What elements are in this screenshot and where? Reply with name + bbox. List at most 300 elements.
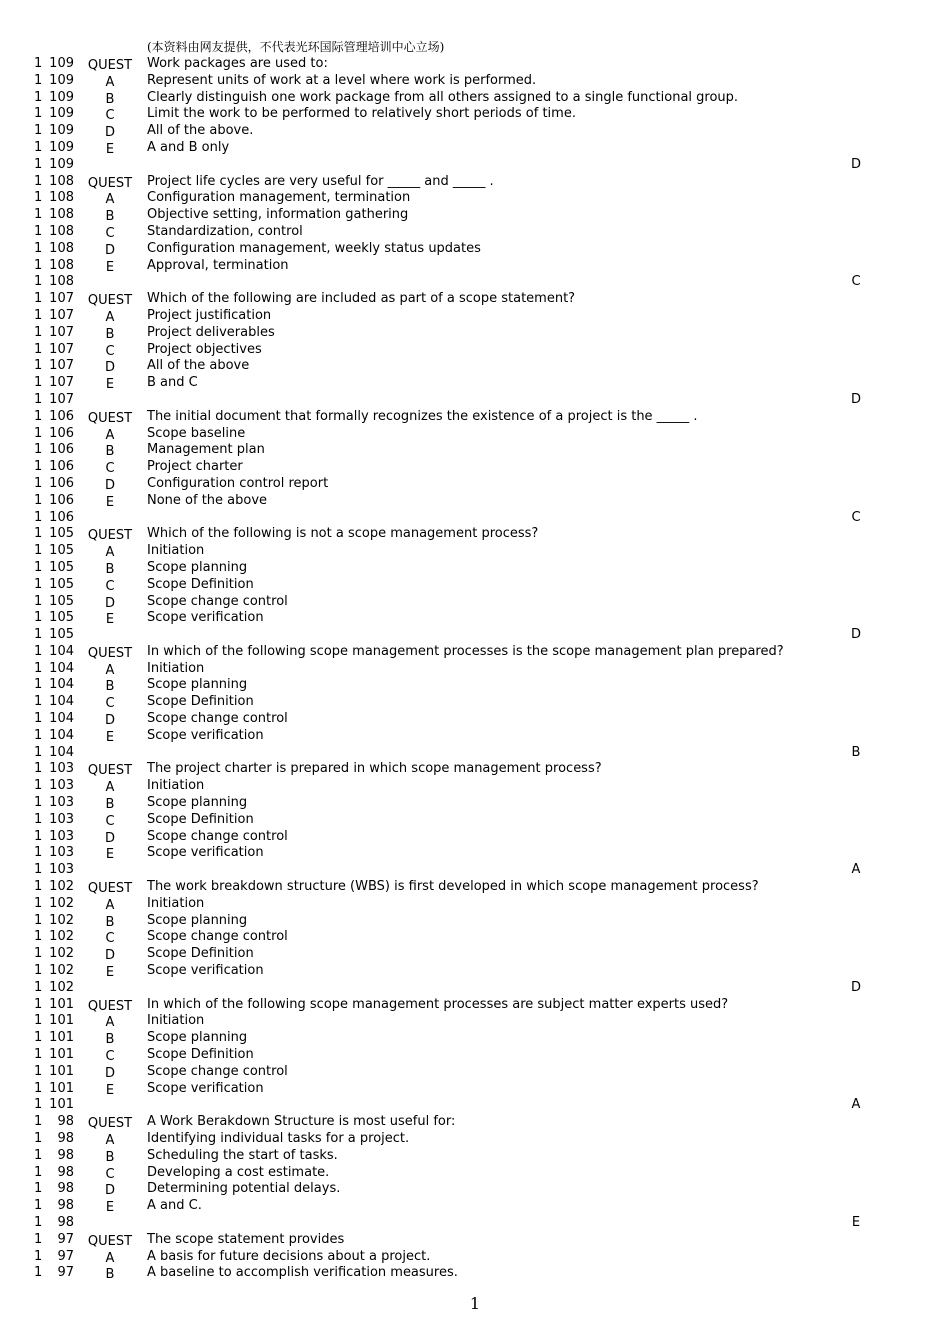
row-answer: A	[851, 862, 861, 878]
row-label: C	[105, 578, 115, 594]
row-chapter: 1	[34, 223, 43, 239]
row-label: D	[104, 595, 115, 611]
table-row	[0, 1249, 950, 1266]
row-text: Scope verification	[147, 845, 264, 861]
row-chapter: 1	[34, 408, 43, 424]
row-chapter: 1	[34, 492, 43, 508]
row-question-number: 109	[49, 72, 74, 88]
row-text: Scope verification	[147, 1080, 264, 1096]
row-text: Objective setting, information gathering	[147, 207, 409, 223]
row-question-number: 101	[49, 1030, 74, 1046]
row-text: Scope Definition	[147, 811, 254, 827]
row-text: All of the above.	[147, 123, 254, 139]
table-row	[0, 661, 950, 678]
row-chapter: 1	[34, 1248, 43, 1264]
row-answer: C	[851, 509, 861, 525]
row-chapter: 1	[34, 643, 43, 659]
row-label: QUEST	[87, 1116, 133, 1132]
row-question-number: 98	[57, 1198, 74, 1214]
row-text: Initiation	[147, 1013, 205, 1029]
row-label: E	[105, 612, 115, 628]
table-row	[0, 745, 950, 762]
row-chapter: 1	[34, 89, 43, 105]
table-row	[0, 375, 950, 392]
table-row	[0, 56, 950, 73]
row-label: A	[105, 427, 115, 443]
row-label: E	[105, 494, 115, 510]
row-chapter: 1	[34, 895, 43, 911]
row-question-number: 109	[49, 139, 74, 155]
table-row	[0, 207, 950, 224]
row-question-number: 98	[57, 1214, 74, 1230]
row-label: C	[105, 108, 115, 124]
row-chapter: 1	[34, 727, 43, 743]
table-row	[0, 812, 950, 829]
row-chapter: 1	[34, 526, 43, 542]
row-label: C	[105, 1166, 115, 1182]
table-row	[0, 1013, 950, 1030]
row-question-number: 103	[49, 845, 74, 861]
row-label: B	[105, 91, 115, 107]
table-row	[0, 241, 950, 258]
table-row	[0, 694, 950, 711]
row-chapter: 1	[34, 795, 43, 811]
row-chapter: 1	[34, 156, 43, 172]
table-row	[0, 1215, 950, 1232]
row-answer: D	[850, 627, 861, 643]
row-text: Scope change control	[147, 929, 288, 945]
row-question-number: 102	[49, 912, 74, 928]
row-question-number: 101	[49, 1080, 74, 1096]
row-question-number: 97	[57, 1248, 74, 1264]
row-chapter: 1	[34, 190, 43, 206]
row-text: Scope Definition	[147, 1047, 254, 1063]
row-chapter: 1	[34, 173, 43, 189]
row-text: Work packages are used to:	[147, 56, 328, 71]
row-question-number: 107	[49, 341, 74, 357]
row-label: QUEST	[87, 881, 133, 897]
row-question-number: 106	[49, 492, 74, 508]
row-label: A	[105, 897, 115, 913]
row-text: A and B only	[147, 139, 230, 155]
row-question-number: 102	[49, 963, 74, 979]
row-question-number: 102	[49, 895, 74, 911]
row-label: C	[105, 225, 115, 241]
row-question-number: 106	[49, 475, 74, 491]
row-text: Limit the work to be performed to relatively short periods of time.	[147, 106, 576, 122]
row-label: C	[105, 1049, 115, 1065]
row-text: None of the above	[147, 492, 268, 508]
row-label: A	[105, 192, 115, 208]
table-row	[0, 610, 950, 627]
row-chapter: 1	[34, 929, 43, 945]
row-text: The project charter is prepared in which scope management process?	[147, 761, 602, 777]
row-chapter: 1	[34, 1164, 43, 1180]
row-text: Configuration control report	[147, 475, 329, 491]
row-label: C	[105, 343, 115, 359]
row-question-number: 107	[49, 291, 74, 307]
row-label: QUEST	[87, 763, 133, 779]
row-question-number: 109	[49, 156, 74, 172]
row-label: C	[105, 931, 115, 947]
row-chapter: 1	[34, 828, 43, 844]
row-label: D	[104, 713, 115, 729]
row-question-number: 107	[49, 391, 74, 407]
row-question-number: 102	[49, 979, 74, 995]
row-question-number: 102	[49, 879, 74, 895]
row-question-number: 105	[49, 559, 74, 575]
row-chapter: 1	[34, 139, 43, 155]
row-label: E	[105, 729, 115, 745]
row-text: Scope change control	[147, 828, 288, 844]
row-question-number: 109	[49, 106, 74, 122]
table-row	[0, 627, 950, 644]
row-question-number: 104	[49, 711, 74, 727]
row-chapter: 1	[34, 56, 43, 71]
row-chapter: 1	[34, 324, 43, 340]
row-label: A	[105, 545, 115, 561]
table-row	[0, 644, 950, 661]
row-chapter: 1	[34, 761, 43, 777]
row-question-number: 103	[49, 811, 74, 827]
row-label: QUEST	[87, 410, 133, 426]
table-row	[0, 510, 950, 527]
table-row	[0, 325, 950, 342]
row-chapter: 1	[34, 341, 43, 357]
row-question-number: 105	[49, 610, 74, 626]
page-number: 1	[469, 1294, 481, 1313]
row-chapter: 1	[34, 509, 43, 525]
table-row	[0, 1081, 950, 1098]
row-text: Initiation	[147, 543, 205, 559]
row-chapter: 1	[34, 1181, 43, 1197]
table-row	[0, 73, 950, 90]
row-label: B	[105, 209, 115, 225]
row-question-number: 103	[49, 795, 74, 811]
row-label: A	[105, 662, 115, 678]
row-chapter: 1	[34, 257, 43, 273]
row-label: B	[105, 1149, 115, 1165]
table-row	[0, 963, 950, 980]
table-row	[0, 711, 950, 728]
row-text: Which of the following is not a scope management process?	[147, 526, 539, 542]
row-text: Initiation	[147, 778, 205, 794]
row-question-number: 101	[49, 1097, 74, 1113]
row-chapter: 1	[34, 1030, 43, 1046]
table-row	[0, 1165, 950, 1182]
row-question-number: 107	[49, 358, 74, 374]
row-answer: E	[851, 1214, 861, 1230]
row-text: Scope planning	[147, 559, 248, 575]
row-label: D	[104, 1065, 115, 1081]
row-chapter: 1	[34, 72, 43, 88]
table-row	[0, 845, 950, 862]
row-text: Identifying individual tasks for a project.	[147, 1131, 410, 1146]
row-chapter: 1	[34, 862, 43, 878]
table-row	[0, 358, 950, 375]
row-label: QUEST	[87, 528, 133, 544]
row-question-number: 105	[49, 593, 74, 609]
row-text: Clearly distinguish one work package from all others assigned to a single functional group.	[147, 89, 739, 105]
row-chapter: 1	[34, 291, 43, 307]
row-question-number: 108	[49, 257, 74, 273]
row-chapter: 1	[34, 946, 43, 962]
row-chapter: 1	[34, 1131, 43, 1146]
row-question-number: 106	[49, 425, 74, 441]
row-text: Configuration management, termination	[147, 190, 411, 206]
table-row	[0, 90, 950, 107]
row-text: Project objectives	[147, 341, 262, 357]
row-text: Represent units of work at a level where work is performed.	[147, 72, 537, 88]
table-row	[0, 929, 950, 946]
row-question-number: 102	[49, 946, 74, 962]
row-text: Configuration management, weekly status updates	[147, 240, 481, 256]
row-label: A	[105, 309, 115, 325]
row-chapter: 1	[34, 576, 43, 592]
row-chapter: 1	[34, 123, 43, 139]
row-label: E	[105, 1200, 115, 1216]
row-chapter: 1	[34, 593, 43, 609]
row-text: A Work Berakdown Structure is most useful for:	[147, 1114, 456, 1130]
row-label: QUEST	[87, 1233, 133, 1249]
row-label: B	[105, 561, 115, 577]
table-row	[0, 426, 950, 443]
row-text: Project charter	[147, 459, 243, 475]
row-text: Scope verification	[147, 727, 264, 743]
table-row	[0, 1131, 950, 1148]
table-row	[0, 174, 950, 191]
row-chapter: 1	[34, 358, 43, 374]
row-chapter: 1	[34, 559, 43, 575]
row-text: Scope Definition	[147, 694, 254, 710]
row-question-number: 108	[49, 190, 74, 206]
row-label: B	[105, 797, 115, 813]
row-chapter: 1	[34, 811, 43, 827]
row-text: Which of the following are included as part of a scope statement?	[147, 291, 576, 307]
row-label: E	[105, 141, 115, 157]
row-question-number: 103	[49, 862, 74, 878]
row-chapter: 1	[34, 543, 43, 559]
question-table	[0, 56, 950, 1282]
row-label: A	[105, 1133, 115, 1148]
table-row	[0, 224, 950, 241]
row-chapter: 1	[34, 1114, 43, 1130]
row-question-number: 105	[49, 526, 74, 542]
row-question-number: 98	[57, 1164, 74, 1180]
row-question-number: 98	[57, 1114, 74, 1130]
row-question-number: 107	[49, 375, 74, 391]
row-label: A	[105, 74, 115, 90]
row-question-number: 109	[49, 123, 74, 139]
table-row	[0, 1030, 950, 1047]
row-label: B	[105, 326, 115, 342]
row-chapter: 1	[34, 963, 43, 979]
row-text: All of the above	[147, 358, 250, 374]
row-label: QUEST	[87, 293, 133, 309]
row-text: Approval, termination	[147, 257, 289, 273]
row-text: Project deliverables	[147, 324, 275, 340]
row-question-number: 103	[49, 828, 74, 844]
row-label: D	[104, 948, 115, 964]
table-row	[0, 677, 950, 694]
row-label: D	[104, 360, 115, 376]
row-question-number: 106	[49, 442, 74, 458]
row-answer: A	[851, 1097, 861, 1113]
table-row	[0, 342, 950, 359]
table-row	[0, 1114, 950, 1131]
table-row	[0, 392, 950, 409]
row-text: Scope verification	[147, 610, 264, 626]
table-row	[0, 761, 950, 778]
row-text: In which of the following scope management processes are subject matter experts used?	[147, 996, 729, 1012]
row-text: A and C.	[147, 1198, 202, 1214]
row-text: Scope Definition	[147, 576, 254, 592]
row-question-number: 109	[49, 56, 74, 71]
row-label: B	[105, 1032, 115, 1048]
row-label: D	[104, 125, 115, 141]
table-row	[0, 728, 950, 745]
row-label: A	[105, 1250, 115, 1266]
row-chapter: 1	[34, 744, 43, 760]
row-label: C	[105, 696, 115, 712]
table-row	[0, 1198, 950, 1215]
row-chapter: 1	[34, 677, 43, 693]
row-chapter: 1	[34, 475, 43, 491]
table-row	[0, 594, 950, 611]
row-question-number: 108	[49, 274, 74, 290]
row-text: A baseline to accomplish verification measures.	[147, 1265, 458, 1281]
row-chapter: 1	[34, 1047, 43, 1063]
row-text: Project life cycles are very useful for _____ and _____ .	[147, 173, 494, 189]
table-row	[0, 1097, 950, 1114]
row-label: B	[105, 1267, 115, 1283]
row-chapter: 1	[34, 1214, 43, 1230]
table-row	[0, 123, 950, 140]
table-row	[0, 459, 950, 476]
row-chapter: 1	[34, 912, 43, 928]
row-question-number: 104	[49, 694, 74, 710]
row-question-number: 105	[49, 627, 74, 643]
row-question-number: 102	[49, 929, 74, 945]
table-row	[0, 442, 950, 459]
row-label: B	[105, 914, 115, 930]
row-question-number: 107	[49, 324, 74, 340]
row-chapter: 1	[34, 711, 43, 727]
row-chapter: 1	[34, 375, 43, 391]
row-chapter: 1	[34, 1063, 43, 1079]
table-row	[0, 526, 950, 543]
row-text: Scope planning	[147, 912, 248, 928]
row-label: B	[105, 444, 115, 460]
table-row	[0, 1047, 950, 1064]
row-label: E	[105, 847, 115, 863]
row-question-number: 101	[49, 1047, 74, 1063]
table-row	[0, 1232, 950, 1249]
row-chapter: 1	[34, 845, 43, 861]
row-answer: D	[850, 391, 861, 407]
row-text: Scope change control	[147, 711, 288, 727]
row-question-number: 105	[49, 576, 74, 592]
table-row	[0, 409, 950, 426]
table-row	[0, 560, 950, 577]
row-text: Scope baseline	[147, 425, 246, 441]
row-chapter: 1	[34, 610, 43, 626]
row-text: Scope change control	[147, 593, 288, 609]
row-label: D	[104, 242, 115, 258]
row-chapter: 1	[34, 1265, 43, 1281]
row-question-number: 103	[49, 761, 74, 777]
row-question-number: 103	[49, 778, 74, 794]
row-label: A	[105, 780, 115, 796]
row-chapter: 1	[34, 207, 43, 223]
row-text: The scope statement provides	[147, 1231, 345, 1247]
row-question-number: 104	[49, 677, 74, 693]
row-text: Initiation	[147, 895, 205, 911]
row-label: E	[105, 259, 115, 275]
row-question-number: 104	[49, 643, 74, 659]
row-question-number: 108	[49, 223, 74, 239]
table-row	[0, 493, 950, 510]
row-question-number: 101	[49, 996, 74, 1012]
row-question-number: 97	[57, 1231, 74, 1247]
row-answer: D	[850, 156, 861, 172]
row-chapter: 1	[34, 274, 43, 290]
row-text: Scope change control	[147, 1063, 288, 1079]
row-label: A	[105, 1015, 115, 1031]
table-row	[0, 896, 950, 913]
table-row	[0, 476, 950, 493]
table-row	[0, 577, 950, 594]
row-text: A basis for future decisions about a project.	[147, 1248, 431, 1264]
row-text: Project justification	[147, 307, 272, 323]
row-chapter: 1	[34, 1013, 43, 1029]
row-text: The work breakdown structure (WBS) is first developed in which scope management process?	[147, 879, 759, 895]
table-row	[0, 543, 950, 560]
row-chapter: 1	[34, 307, 43, 323]
row-text: Standardization, control	[147, 223, 303, 239]
row-text: Scope Definition	[147, 946, 254, 962]
row-text: Management plan	[147, 442, 265, 458]
row-chapter: 1	[34, 1198, 43, 1214]
row-question-number: 108	[49, 240, 74, 256]
table-row	[0, 1181, 950, 1198]
row-text: Determining potential delays.	[147, 1181, 341, 1197]
row-chapter: 1	[34, 627, 43, 643]
table-row	[0, 795, 950, 812]
row-chapter: 1	[34, 778, 43, 794]
row-chapter: 1	[34, 694, 43, 710]
table-row	[0, 879, 950, 896]
row-chapter: 1	[34, 425, 43, 441]
row-text: Scope planning	[147, 1030, 248, 1046]
row-answer: C	[851, 274, 861, 290]
row-label: QUEST	[87, 998, 133, 1014]
row-question-number: 109	[49, 89, 74, 105]
row-question-number: 106	[49, 408, 74, 424]
row-chapter: 1	[34, 106, 43, 122]
row-question-number: 108	[49, 207, 74, 223]
row-chapter: 1	[34, 442, 43, 458]
row-question-number: 98	[57, 1181, 74, 1197]
row-answer: D	[850, 979, 861, 995]
table-row	[0, 980, 950, 997]
row-text: In which of the following scope management processes is the scope management plan prepared?	[147, 643, 784, 659]
row-question-number: 104	[49, 660, 74, 676]
row-label: QUEST	[87, 175, 133, 191]
row-label: E	[105, 965, 115, 981]
row-question-number: 98	[57, 1147, 74, 1163]
row-label: D	[104, 830, 115, 846]
